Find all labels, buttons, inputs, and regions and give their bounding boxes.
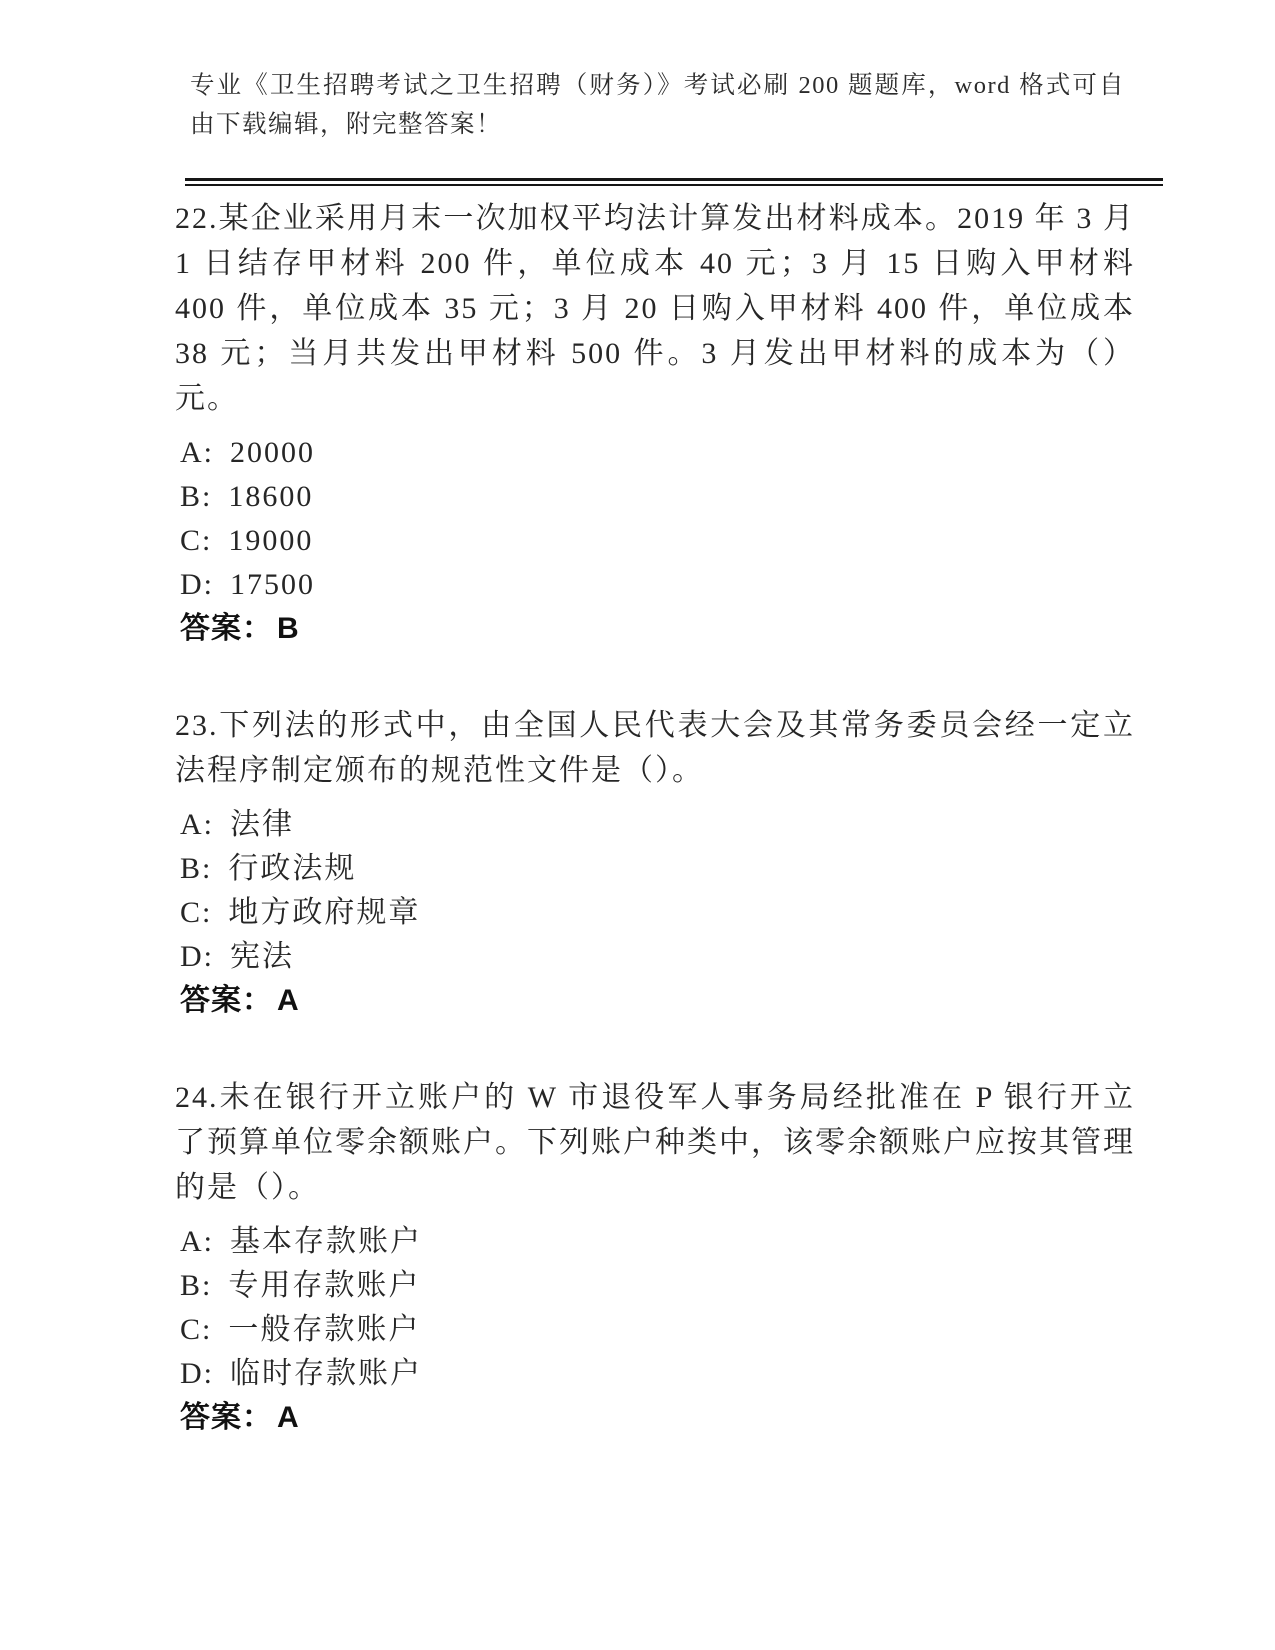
header-divider	[185, 178, 1163, 186]
answer-value: B	[277, 612, 300, 645]
question-24	[175, 1075, 1135, 1440]
questions-area	[175, 196, 1135, 1440]
question-22	[175, 196, 1135, 651]
option-text: 宪法	[230, 940, 294, 973]
question-22-option-d	[180, 563, 1135, 607]
option-letter: A:	[180, 808, 214, 841]
answer-label: 答案：	[180, 984, 273, 1017]
option-text: 基本存款账户	[230, 1225, 422, 1258]
question-23-option-c	[180, 891, 1135, 935]
question-22-options	[180, 431, 1135, 607]
answer-value: A	[277, 984, 300, 1017]
option-letter: B:	[180, 1269, 213, 1302]
option-text: 18600	[228, 480, 314, 513]
option-letter: C:	[180, 896, 213, 929]
question-22-text: 22.某企业采用月末一次加权平均法计算发出材料成本。2019 年 3 月 1 日结存甲材料 200 件，单位成本 40 元；3 月 15 日购入甲材料 400 件，单位成本 35 元；3 月 20 日购入甲材料 400 件，单位成本 38 元；当月共发出甲材料 500 件。3 月发出甲材料的成本为（）元。	[175, 202, 1135, 415]
header-title: 专业《卫生招聘考试之卫生招聘（财务）》考试必刷 200 题题库，word 格式可自由下载编辑，附完整答案！	[190, 72, 1125, 138]
question-22-option-a	[180, 431, 1135, 475]
question-23-answer-line	[180, 979, 1135, 1023]
option-letter: D:	[180, 1357, 214, 1390]
question-23-option-a	[180, 803, 1135, 847]
option-letter: B:	[180, 852, 213, 885]
question-23	[175, 703, 1135, 1023]
question-22-answer-line	[180, 607, 1135, 651]
question-23-option-b	[180, 847, 1135, 891]
answer-label: 答案：	[180, 612, 273, 645]
option-text: 临时存款账户	[230, 1357, 422, 1390]
question-24-answer-line	[180, 1396, 1135, 1440]
question-24-option-d	[180, 1352, 1135, 1396]
answer-label: 答案：	[180, 1401, 273, 1434]
question-23-option-d	[180, 935, 1135, 979]
option-letter: D:	[180, 568, 214, 601]
option-text: 20000	[230, 436, 315, 469]
option-letter: B:	[180, 480, 213, 513]
option-letter: C:	[180, 1313, 213, 1346]
option-text: 17500	[230, 568, 315, 601]
option-text: 19000	[228, 524, 314, 557]
document-header	[190, 66, 1125, 144]
option-text: 行政法规	[228, 852, 357, 885]
option-text: 法律	[230, 808, 294, 841]
option-letter: C:	[180, 524, 213, 557]
question-22-option-b	[180, 475, 1135, 519]
option-text: 地方政府规章	[228, 896, 421, 929]
question-22-option-c	[180, 519, 1135, 563]
option-letter: A:	[180, 436, 214, 469]
question-24-option-b	[180, 1264, 1135, 1308]
option-letter: A:	[180, 1225, 214, 1258]
option-text: 专用存款账户	[228, 1269, 421, 1302]
answer-value: A	[277, 1401, 300, 1434]
option-text: 一般存款账户	[228, 1313, 421, 1346]
question-24-option-a	[180, 1220, 1135, 1264]
question-23-options	[180, 803, 1135, 979]
question-24-text: 24.未在银行开立账户的 W 市退役军人事务局经批准在 P 银行开立了预算单位零余额账户。下列账户种类中，该零余额账户应按其管理的是（）。	[175, 1081, 1135, 1204]
question-24-option-c	[180, 1308, 1135, 1352]
question-23-text: 23.下列法的形式中，由全国人民代表大会及其常务委员会经一定立法程序制定颁布的规范性文件是（）。	[175, 709, 1135, 787]
option-letter: D:	[180, 940, 214, 973]
question-24-options	[180, 1220, 1135, 1396]
